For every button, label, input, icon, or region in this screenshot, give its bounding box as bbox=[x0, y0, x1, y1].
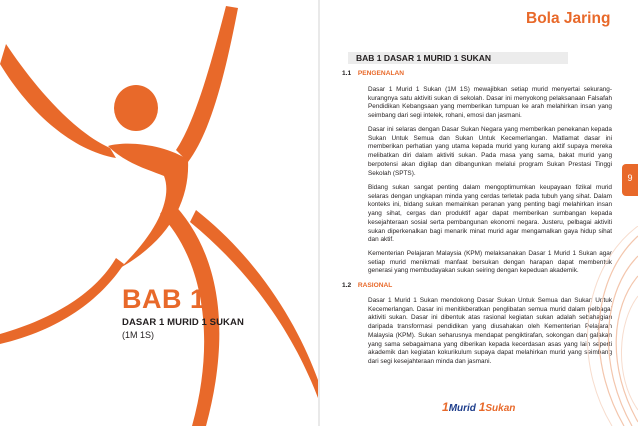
paragraph-1: Dasar 1 Murid 1 Sukan (1M 1S) mewajibkan setiap murid menyertai sekurang-kurangnya satu aktiviti sukan di sekolah. Dasar ini menyokong pelaksanaan Falsafah Pendidikan Kebangsaan yang memberikan tumpuan ke arah melahirkan insan yang seimbang dari segi intelek, rohani, emosi dan jasmani. bbox=[368, 86, 612, 120]
paragraph-2: Dasar ini selaras dengan Dasar Sukan Negara yang memberikan penekanan kepada Sukan Untuk Semua dan Sukan Untuk Kecemerlangan. Matlamat dasar ini memberikan perhatian yang utama kepada murid yang kurang aktif supaya mereka melibatkan diri dalam aktiviti sukan. Pada masa yang sama, bakat murid yang berpotensi akan digilap dan dibangunkan melalui program Sukan Prestasi Tinggi Sekolah (SPTS). bbox=[368, 126, 612, 177]
paragraph-3: Bidang sukan sangat penting dalam mengoptimumkan keupayaan fizikal murid selaras dengan ungkapan minda yang cerdas terletak pada tubuh yang sihat. Dalam konteks ini, bidang sukan memainkan peranan yang penting bagi melahirkan insan yang sihat, cergas dan produktif agar dapat memberikan sumbangan kepada kesejahteraan sosial serta pembangunan ekonomi negara. Justeru, pelbagai aktiviti sukan diperkenalkan bagi menarik minat murid agar mengamalkan gaya hidup sihat dan aktif. bbox=[368, 184, 612, 244]
chapter-block bbox=[122, 286, 244, 340]
chapter-title: BAB 1 bbox=[122, 284, 206, 314]
section-label: PENGENALAN bbox=[357, 70, 405, 77]
chapter-bar bbox=[348, 52, 568, 64]
right-page bbox=[320, 0, 638, 426]
chapter-bar-label: BAB 1 DASAR 1 MURID 1 SUKAN bbox=[356, 53, 492, 63]
logo-murid: Murid bbox=[448, 403, 476, 414]
figure-head bbox=[114, 85, 158, 131]
logo-one-a: 1 bbox=[442, 400, 449, 414]
section-label: RASIONAL bbox=[357, 282, 393, 289]
chapter-code: (1M 1S) bbox=[122, 330, 155, 340]
page-header-title: Bola Jaring bbox=[526, 10, 611, 27]
section-heading-rasional bbox=[342, 282, 392, 289]
left-page bbox=[0, 0, 318, 426]
decorative-arcs bbox=[554, 226, 638, 426]
paragraph-4: Kementerian Pelajaran Malaysia (KPM) melaksanakan Dasar 1 Murid 1 Sukan agar setiap murid menikmati manfaat bersukan dengan harapan dapat membentuk generasi yang membudayakan sukan seiring dengan kepeduan akademik. bbox=[368, 250, 612, 275]
figure-back-leg bbox=[0, 258, 124, 344]
logo-sukan: Sukan bbox=[485, 403, 516, 414]
page-number-tab bbox=[622, 164, 638, 196]
figure-left-arm bbox=[0, 44, 116, 158]
paragraph-5: Dasar 1 Murid 1 Sukan mendokong Dasar Sukan Untuk Semua dan Sukan Untuk Kecemerlangan. Dasar ini menitikberatkan penglibatan semua murid dalam pelbagai aktiviti sukan. Dasar ini dibentuk atas rasional kegiatan sukan adalah sebahagian daripada transformasi pendidikan yang diusahakan oleh Kementerian Pelajaran Malaysia (KPM). Sukan seharusnya mendapat pengiktirafan, sokongan dan galakan yang sama sebagaimana yang diberikan kepada kecerdasan asas yang lain seperti akademik dan kegiatan kokurikulum supaya dapat melahirkan murid yang seimbang dari segi kesejahteraan minda dan jasmani. bbox=[368, 297, 612, 365]
chapter-subtitle: DASAR 1 MURID 1 SUKAN bbox=[122, 317, 244, 328]
page-number: 9 bbox=[627, 173, 633, 183]
athlete-figure-graphic bbox=[0, 0, 318, 426]
section-number: 1.1 bbox=[342, 70, 352, 77]
section-heading-pengenalan bbox=[342, 70, 404, 77]
page-header bbox=[470, 0, 638, 34]
logo-one-b: 1 bbox=[478, 400, 486, 414]
section-number: 1.2 bbox=[342, 282, 352, 289]
figure-right-arm bbox=[176, 6, 238, 162]
figure-torso bbox=[108, 144, 188, 268]
footer-logo bbox=[442, 400, 515, 414]
